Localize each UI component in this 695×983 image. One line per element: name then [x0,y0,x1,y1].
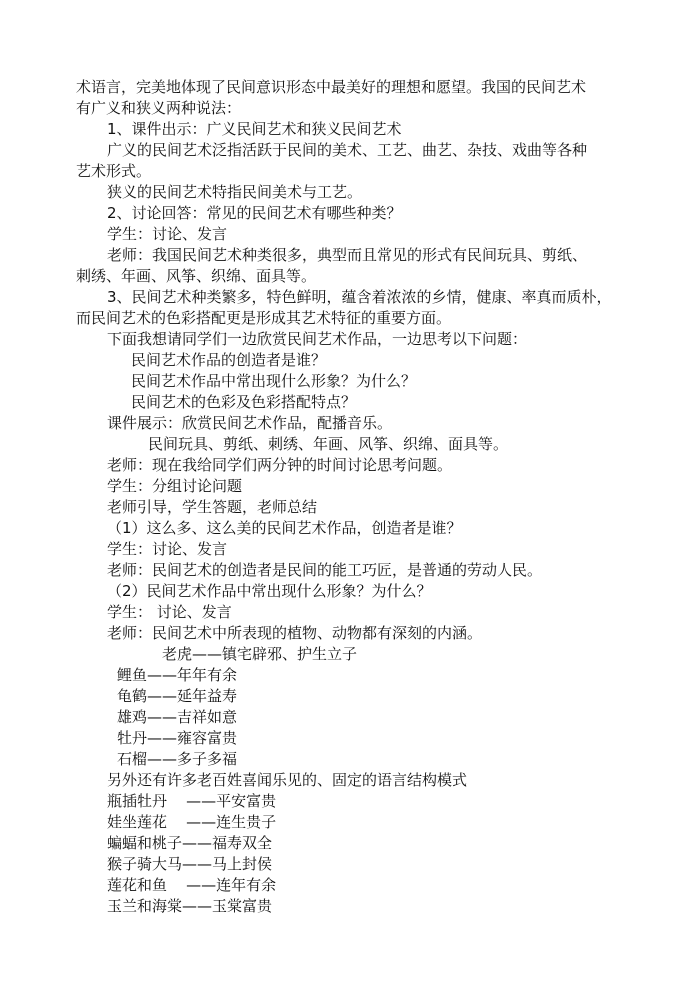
question-item: 民间艺术作品的创造者是谁？ [131,351,327,369]
text-line: 老师引导，学生答题，老师总结 [107,498,318,516]
pattern-item: 猴子骑大马——马上封侯 [107,855,273,873]
symbol-item: 石榴——多子多福 [117,750,238,768]
symbol-item: 鲤鱼——年年有余 [117,666,238,684]
pattern-item: 蝙蝠和桃子——福寿双全 [107,834,273,852]
text-line: 3、民间艺术种类繁多，特色鲜明，蕴含着浓浓的乡情，健康、率真而质朴， [107,288,612,306]
text-line: 2、讨论回答：常见的民间艺术有哪些种类？ [107,204,402,222]
pattern-item: 玉兰和海棠——玉棠富贵 [107,897,273,915]
symbol-item: 雄鸡——吉祥如意 [117,708,238,726]
text-line: 学生： 讨论、发言 [107,603,232,621]
text-line: 老师：民间艺术的创造者是民间的能工巧匠，是普通的劳动人民。 [107,561,543,579]
text-line: 而民间艺术的色彩搭配更是形成其艺术特征的重要方面。 [76,309,452,327]
text-line: 老师：民间艺术中所表现的植物、动物都有深刻的内涵。 [107,624,483,642]
text-line: 广义的民间艺术泛指活跃于民间的美术、工艺、曲艺、杂技、戏曲等各种 [107,141,588,159]
text-line: 民间玩具、剪纸、刺绣、年画、风筝、织绵、面具等。 [148,435,509,453]
question-item: 民间艺术作品中常出现什么形象？为什么？ [131,372,417,390]
symbol-item: 龟鹤——延年益寿 [117,687,238,705]
symbol-item: 牡丹——雍容富贵 [117,729,238,747]
pattern-item: 瓶插牡丹 ——平安富贵 [107,792,277,810]
text-line: 狭义的民间艺术特指民间美术与工艺。 [107,183,363,201]
text-line: 学生：分组讨论问题 [107,477,243,495]
text-line: 老师：我国民间艺术种类很多，典型而且常见的形式有民间玩具、剪纸、 [107,246,588,264]
text-line: 老师：现在我给同学们两分钟的时间讨论思考问题。 [107,456,453,474]
pattern-item: 娃坐莲花 ——连生贵子 [107,813,277,831]
symbol-item: 老虎——镇宅辟邪、护生立子 [162,645,358,663]
text-line: 1、课件出示：广义民间艺术和狭义民间艺术 [107,120,402,138]
text-line: 艺术形式。 [76,162,152,180]
text-line: 术语言，完美地体现了民间意识形态中最美好的理想和愿望。我国的民间艺术 [76,78,587,96]
text-line: 学生：讨论、发言 [107,225,228,243]
text-line: 学生：讨论、发言 [107,540,228,558]
text-line: 另外还有许多老百姓喜闻乐见的、固定的语言结构模式 [107,771,468,789]
text-line: （1）这么多、这么美的民间艺术作品，创造者是谁？ [107,519,462,537]
pattern-item: 莲花和鱼 ——连年有余 [107,876,277,894]
text-line: 有广义和狭义两种说法： [76,99,242,117]
text-line: 刺绣、年画、风筝、织绵、面具等。 [76,267,317,285]
text-line: （2）民间艺术作品中常出现什么形象？为什么？ [107,582,432,600]
question-item: 民间艺术的色彩及色彩搭配特点？ [131,393,357,411]
text-line: 课件展示：欣赏民间艺术作品，配播音乐。 [107,414,393,432]
text-line: 下面我想请同学们一边欣赏民间艺术作品，一边思考以下问题： [107,330,528,348]
